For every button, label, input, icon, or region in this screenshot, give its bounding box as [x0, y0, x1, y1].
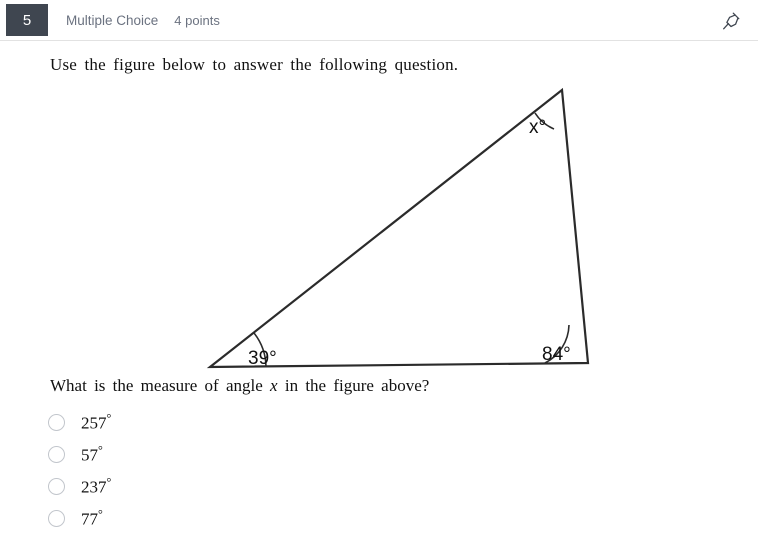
question-text-before: What is the measure of angle: [50, 376, 263, 395]
figure-container: [0, 75, 758, 380]
question-text-after: in the figure above?: [284, 376, 430, 395]
radio-button-4[interactable]: [48, 510, 65, 527]
radio-button-3[interactable]: [48, 478, 65, 495]
choice-label-3: 237°: [81, 474, 112, 497]
pin-icon[interactable]: [720, 10, 742, 32]
triangle-figure: [190, 75, 630, 380]
question-variable: x: [270, 376, 278, 395]
choice-option-2[interactable]: [48, 438, 758, 470]
angle-label-x: x°: [529, 117, 547, 138]
choice-option-1[interactable]: [48, 406, 758, 438]
angle-label-bottom-right: 84°: [542, 344, 571, 365]
question-prompt: Use the figure below to answer the following question.: [50, 55, 459, 74]
question-points-label: 4 points: [174, 12, 220, 28]
choice-label-2: 57°: [81, 442, 103, 465]
radio-button-2[interactable]: [48, 446, 65, 463]
angle-label-bottom-left: 39°: [248, 348, 277, 369]
question-header: [0, 0, 758, 41]
choice-label-1: 257°: [81, 410, 112, 433]
radio-button-1[interactable]: [48, 414, 65, 431]
choice-option-4[interactable]: [48, 502, 758, 534]
choice-option-3[interactable]: [48, 470, 758, 502]
question-type-label: Multiple Choice: [66, 12, 159, 28]
choice-label-4: 77°: [81, 506, 103, 529]
question-number-badge: 5: [6, 4, 48, 36]
question-body: [0, 41, 758, 534]
answer-choices: [0, 406, 758, 534]
